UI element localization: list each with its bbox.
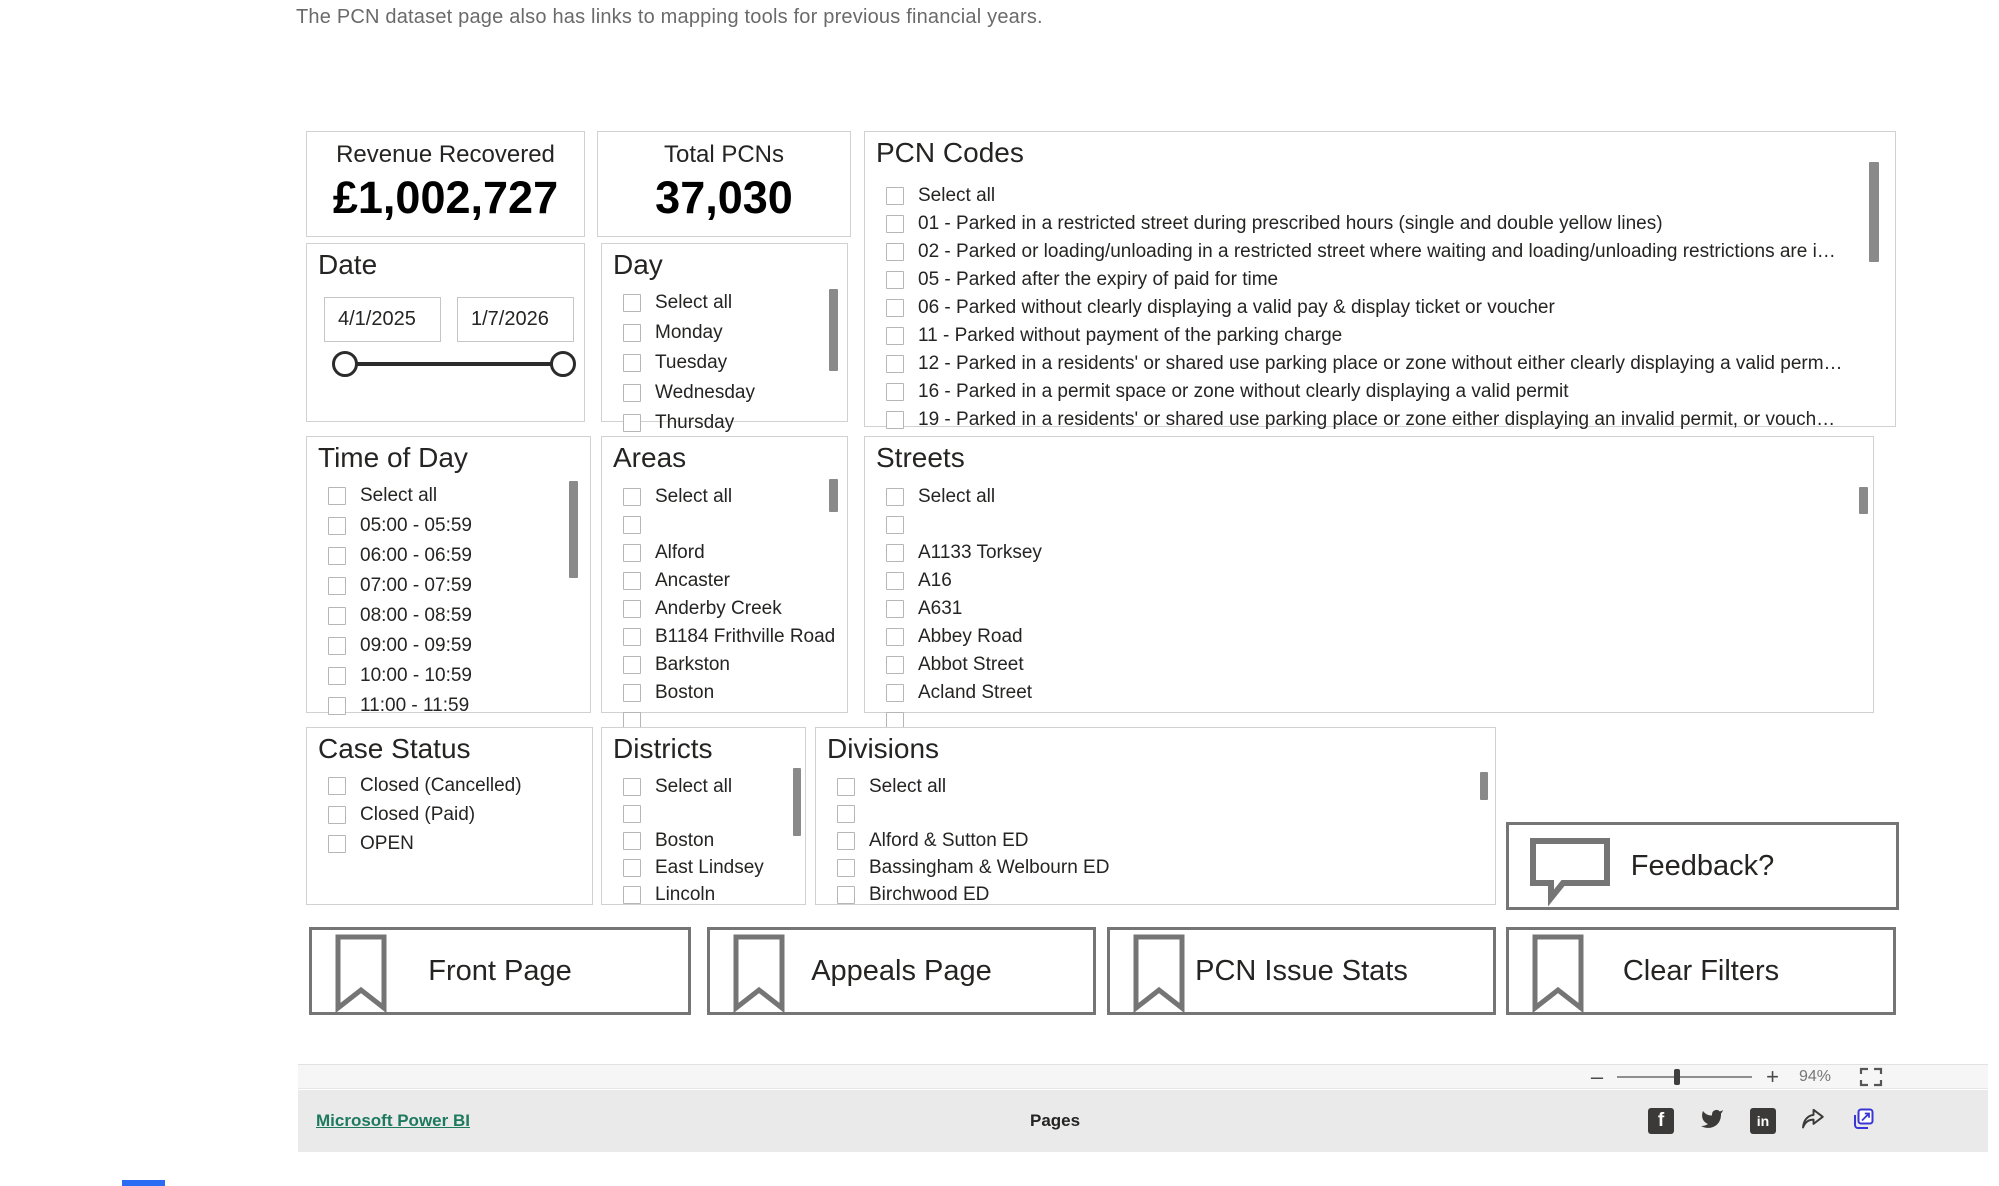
checkbox-item[interactable] bbox=[602, 854, 805, 881]
checkbox-item[interactable] bbox=[602, 679, 847, 707]
slicer-divisions bbox=[815, 727, 1496, 905]
checkbox-label: Boston bbox=[655, 682, 715, 703]
checkbox[interactable] bbox=[623, 488, 641, 506]
checkbox[interactable] bbox=[623, 354, 641, 372]
checkbox-item[interactable] bbox=[307, 481, 590, 511]
checkbox[interactable] bbox=[623, 805, 641, 823]
divisions-list bbox=[816, 773, 1495, 904]
checkbox-label: Select all bbox=[869, 775, 947, 797]
date-slider-handle-end[interactable] bbox=[550, 351, 576, 377]
front-page-button[interactable] bbox=[309, 927, 691, 1015]
checkbox[interactable] bbox=[886, 684, 904, 702]
slicer-pcn-codes bbox=[864, 131, 1896, 430]
checkbox[interactable] bbox=[886, 187, 904, 205]
checkbox[interactable] bbox=[886, 215, 904, 233]
slicer-title: Case Status bbox=[318, 733, 471, 764]
revenue-recovered-card bbox=[306, 131, 585, 237]
checkbox[interactable] bbox=[886, 656, 904, 674]
checkbox-item[interactable] bbox=[602, 773, 805, 800]
scrollbar-thumb[interactable] bbox=[569, 481, 578, 578]
pcn-issue-stats-button[interactable] bbox=[1107, 927, 1496, 1015]
button-label: Feedback? bbox=[1630, 849, 1775, 882]
checkbox[interactable] bbox=[328, 607, 346, 625]
checkbox[interactable] bbox=[886, 600, 904, 618]
checkbox-label: 11:00 - 11:59 bbox=[360, 695, 470, 716]
checkbox[interactable] bbox=[328, 667, 346, 685]
date-end-input[interactable] bbox=[457, 297, 574, 342]
checkbox-item[interactable] bbox=[307, 691, 590, 721]
checkbox-label: 06:00 - 06:59 bbox=[360, 545, 472, 566]
checkbox-item[interactable] bbox=[865, 651, 1873, 679]
checkbox-item[interactable] bbox=[602, 567, 847, 595]
checkbox[interactable] bbox=[623, 628, 641, 646]
date-slider-track[interactable] bbox=[345, 362, 563, 366]
slicer-title: Streets bbox=[876, 442, 965, 473]
checkbox-item[interactable] bbox=[307, 661, 590, 691]
revenue-value: £1,002,727 bbox=[332, 172, 559, 223]
checkbox[interactable] bbox=[886, 383, 904, 401]
checkbox-item[interactable] bbox=[865, 294, 1895, 322]
bottom-left-blue-artifact bbox=[122, 1180, 165, 1186]
date-start-input[interactable] bbox=[324, 297, 441, 342]
checkbox-item[interactable] bbox=[816, 773, 1495, 800]
checkbox-label: Abbot Street bbox=[918, 654, 1024, 675]
checkbox-label: Anderby Creek bbox=[655, 598, 782, 619]
checkbox[interactable] bbox=[623, 778, 641, 796]
checkbox[interactable] bbox=[886, 243, 904, 261]
slicer-streets bbox=[864, 436, 1874, 713]
checkbox[interactable] bbox=[837, 778, 855, 796]
checkbox-label: Ancaster bbox=[655, 570, 730, 591]
checkbox-item[interactable] bbox=[865, 406, 1895, 434]
scrollbar-thumb[interactable] bbox=[1869, 162, 1879, 262]
checkbox[interactable] bbox=[623, 656, 641, 674]
checkbox[interactable] bbox=[623, 684, 641, 702]
checkbox-label: Wednesday bbox=[655, 382, 755, 403]
checkbox-label: A1133 Torksey bbox=[918, 542, 1042, 563]
checkbox-label: Bassingham & Welbourn ED bbox=[869, 856, 1110, 878]
slicer-areas bbox=[601, 436, 848, 713]
pcn-codes-list bbox=[865, 182, 1895, 430]
button-label: PCN Issue Stats bbox=[1195, 954, 1408, 987]
checkbox[interactable] bbox=[886, 628, 904, 646]
checkbox-label: 09:00 - 09:59 bbox=[360, 635, 472, 656]
slicer-day bbox=[601, 243, 848, 433]
checkbox-item[interactable] bbox=[865, 378, 1895, 406]
checkbox-label: Alford bbox=[655, 542, 705, 563]
share-icon[interactable] bbox=[1800, 1106, 1826, 1137]
checkbox-label: 05 - Parked after the expiry of paid for time bbox=[918, 269, 1279, 290]
checkbox-label: Monday bbox=[655, 322, 723, 343]
checkbox-item[interactable] bbox=[865, 567, 1873, 595]
checkbox-label: Closed (Cancelled) bbox=[360, 774, 522, 796]
checkbox[interactable] bbox=[328, 547, 346, 565]
checkbox[interactable] bbox=[328, 517, 346, 535]
checkbox[interactable] bbox=[886, 327, 904, 345]
bookmark-icon bbox=[334, 934, 388, 1017]
button-label: Appeals Page bbox=[811, 954, 992, 987]
speech-bubble-icon bbox=[1529, 837, 1611, 906]
slicer-title: Areas bbox=[613, 442, 687, 473]
case-status-list bbox=[307, 771, 592, 904]
scrollbar-thumb[interactable] bbox=[829, 289, 838, 371]
checkbox[interactable] bbox=[623, 384, 641, 402]
checkbox-item[interactable] bbox=[602, 318, 847, 348]
date-slider-handle-start[interactable] bbox=[332, 351, 358, 377]
checkbox-label: 08:00 - 08:59 bbox=[360, 605, 472, 626]
social-icons bbox=[1648, 1090, 1876, 1152]
checkbox-item[interactable] bbox=[865, 511, 1873, 539]
bookmark-icon bbox=[732, 934, 786, 1017]
checkbox[interactable] bbox=[623, 324, 641, 342]
checkbox-item[interactable] bbox=[816, 827, 1495, 854]
checkbox-label: 11 - Parked without payment of the parking charge bbox=[918, 325, 1343, 346]
checkbox-item[interactable] bbox=[865, 322, 1895, 350]
checkbox-label: 16 - Parked in a permit space or zone without clearly displaying a valid permit bbox=[918, 381, 1569, 402]
checkbox-label: 19 - Parked in a residents' or shared use parking place or zone either displaying an invalid permit, or vouch… bbox=[918, 409, 1836, 430]
zoom-slider-thumb[interactable] bbox=[1674, 1069, 1680, 1085]
checkbox-item[interactable] bbox=[602, 408, 847, 438]
checkbox[interactable] bbox=[886, 488, 904, 506]
slicer-title: Date bbox=[318, 249, 378, 280]
checkbox[interactable] bbox=[623, 832, 641, 850]
appeals-page-button[interactable] bbox=[707, 927, 1096, 1015]
clear-filters-button[interactable] bbox=[1506, 927, 1896, 1015]
zoom-level: 94% bbox=[1798, 1067, 1831, 1085]
checkbox-item[interactable] bbox=[602, 288, 847, 318]
checkbox[interactable] bbox=[328, 487, 346, 505]
slicer-title: Divisions bbox=[827, 733, 940, 764]
checkbox-label: Select all bbox=[655, 292, 733, 313]
checkbox[interactable] bbox=[837, 886, 855, 904]
slicer-title: Districts bbox=[613, 733, 713, 764]
slicer-districts bbox=[601, 727, 806, 905]
checkbox-item[interactable] bbox=[865, 539, 1873, 567]
checkbox-label: Boston bbox=[655, 829, 715, 851]
slicer-date bbox=[306, 243, 585, 422]
slicer-title: Time of Day bbox=[318, 442, 468, 473]
checkbox[interactable] bbox=[886, 544, 904, 562]
bookmark-icon bbox=[1531, 934, 1585, 1017]
checkbox-item[interactable] bbox=[602, 539, 847, 567]
checkbox[interactable] bbox=[328, 637, 346, 655]
checkbox[interactable] bbox=[623, 414, 641, 432]
powerbi-footer bbox=[298, 1090, 1988, 1152]
checkbox-item[interactable] bbox=[865, 679, 1873, 707]
districts-list bbox=[602, 773, 805, 904]
zoom-out-button[interactable]: – bbox=[1590, 1063, 1604, 1089]
checkbox-item[interactable] bbox=[816, 800, 1495, 827]
total-pcns-card bbox=[597, 131, 851, 237]
checkbox[interactable] bbox=[886, 271, 904, 289]
linkedin-icon[interactable]: in bbox=[1750, 1108, 1776, 1134]
checkbox-item[interactable] bbox=[307, 541, 590, 571]
checkbox-item[interactable] bbox=[602, 881, 805, 908]
checkbox-item[interactable] bbox=[865, 623, 1873, 651]
checkbox-item[interactable] bbox=[602, 511, 847, 539]
checkbox-item[interactable] bbox=[602, 595, 847, 623]
day-list bbox=[602, 288, 847, 433]
checkbox-item[interactable] bbox=[602, 827, 805, 854]
checkbox-item[interactable] bbox=[865, 266, 1895, 294]
checkbox-item[interactable] bbox=[602, 800, 805, 827]
checkbox-label: Abbey Road bbox=[918, 626, 1023, 647]
checkbox-label: Select all bbox=[918, 486, 996, 507]
checkbox[interactable] bbox=[623, 516, 641, 534]
checkbox-label: OPEN bbox=[360, 832, 414, 854]
checkbox[interactable] bbox=[328, 777, 346, 795]
zoom-bar bbox=[298, 1064, 1988, 1089]
checkbox-item[interactable] bbox=[865, 595, 1873, 623]
checkbox-label: Select all bbox=[918, 185, 996, 206]
bookmark-icon bbox=[1132, 934, 1186, 1017]
slicer-title: Day bbox=[613, 249, 663, 280]
checkbox-item[interactable] bbox=[602, 651, 847, 679]
checkbox-label: Tuesday bbox=[655, 352, 728, 373]
slicer-case-status bbox=[306, 727, 593, 905]
checkbox-item[interactable] bbox=[816, 854, 1495, 881]
checkbox-label: A631 bbox=[918, 598, 963, 619]
card-title: Revenue Recovered bbox=[336, 141, 555, 168]
checkbox[interactable] bbox=[623, 294, 641, 312]
checkbox-label: Alford & Sutton ED bbox=[869, 829, 1029, 851]
checkbox-label: B1184 Frithville Road bbox=[655, 626, 836, 647]
microsoft-powerbi-link[interactable]: Microsoft Power BI bbox=[316, 1111, 470, 1130]
checkbox-label: Select all bbox=[360, 485, 438, 506]
open-in-powerbi-icon[interactable] bbox=[1850, 1106, 1876, 1137]
checkbox[interactable] bbox=[886, 411, 904, 429]
checkbox-item[interactable] bbox=[602, 378, 847, 408]
checkbox-item[interactable] bbox=[816, 881, 1495, 908]
checkbox-item[interactable] bbox=[307, 511, 590, 541]
intro-text: The PCN dataset page also has links to mapping tools for previous financial years. bbox=[296, 6, 1043, 28]
checkbox-item[interactable] bbox=[307, 829, 592, 858]
areas-list bbox=[602, 483, 847, 712]
checkbox-label: Closed (Paid) bbox=[360, 803, 476, 825]
total-pcns-value: 37,030 bbox=[655, 172, 793, 223]
checkbox[interactable] bbox=[837, 832, 855, 850]
checkbox[interactable] bbox=[623, 859, 641, 877]
card-title: Total PCNs bbox=[663, 141, 785, 168]
checkbox[interactable] bbox=[623, 572, 641, 590]
checkbox[interactable] bbox=[623, 886, 641, 904]
pages-label[interactable]: Pages bbox=[1030, 1111, 1081, 1130]
checkbox-item[interactable] bbox=[307, 571, 590, 601]
checkbox-item[interactable] bbox=[865, 210, 1895, 238]
facebook-icon[interactable]: f bbox=[1648, 1108, 1674, 1134]
checkbox[interactable] bbox=[837, 859, 855, 877]
checkbox-label: 02 - Parked or loading/unloading in a restricted street where waiting and loading/unloading restrictions are i… bbox=[918, 241, 1836, 262]
slicer-time-of-day bbox=[306, 436, 591, 716]
checkbox-label: Barkston bbox=[655, 654, 730, 675]
twitter-icon[interactable] bbox=[1698, 1107, 1726, 1136]
zoom-in-button[interactable]: + bbox=[1766, 1063, 1779, 1089]
time-of-day-list bbox=[307, 481, 590, 716]
checkbox-item[interactable] bbox=[865, 182, 1895, 210]
checkbox-label: Select all bbox=[655, 775, 733, 797]
checkbox-label: 01 - Parked in a restricted street during prescribed hours (single and double yellow lines) bbox=[918, 213, 1663, 234]
checkbox[interactable] bbox=[886, 516, 904, 534]
checkbox-item[interactable] bbox=[865, 350, 1895, 378]
checkbox[interactable] bbox=[328, 835, 346, 853]
checkbox-label: Lincoln bbox=[655, 883, 716, 905]
zoom-slider[interactable] bbox=[1617, 1076, 1752, 1078]
checkbox[interactable] bbox=[886, 572, 904, 590]
checkbox-label: 12 - Parked in a residents' or shared use parking place or zone without either clearly displaying a valid perm… bbox=[918, 353, 1843, 374]
checkbox-label: East Lindsey bbox=[655, 856, 764, 878]
checkbox-label: Birchwood ED bbox=[869, 883, 990, 905]
checkbox-label: 06 - Parked without clearly displaying a valid pay & display ticket or voucher bbox=[918, 297, 1555, 318]
checkbox[interactable] bbox=[886, 299, 904, 317]
checkbox-label: Acland Street bbox=[918, 682, 1033, 703]
checkbox-label: 05:00 - 05:59 bbox=[360, 515, 472, 536]
checkbox-item[interactable] bbox=[307, 800, 592, 829]
checkbox[interactable] bbox=[837, 805, 855, 823]
checkbox-label: 10:00 - 10:59 bbox=[360, 665, 472, 686]
button-label: Front Page bbox=[428, 954, 572, 987]
feedback-button[interactable] bbox=[1506, 822, 1899, 910]
scrollbar-thumb[interactable] bbox=[1859, 487, 1868, 514]
checkbox-item[interactable] bbox=[307, 601, 590, 631]
scrollbar-thumb[interactable] bbox=[1480, 772, 1488, 800]
checkbox[interactable] bbox=[623, 600, 641, 618]
button-label: Clear Filters bbox=[1622, 954, 1780, 987]
checkbox-item[interactable] bbox=[602, 483, 847, 511]
checkbox[interactable] bbox=[328, 806, 346, 824]
checkbox-label: Select all bbox=[655, 486, 733, 507]
checkbox-item[interactable] bbox=[602, 348, 847, 378]
checkbox[interactable] bbox=[886, 355, 904, 373]
checkbox[interactable] bbox=[328, 697, 346, 715]
streets-list bbox=[865, 483, 1873, 712]
checkbox-item[interactable] bbox=[307, 771, 592, 800]
checkbox-label: 07:00 - 07:59 bbox=[360, 575, 472, 596]
checkbox-item[interactable] bbox=[307, 631, 590, 661]
checkbox[interactable] bbox=[623, 544, 641, 562]
checkbox-label: Thursday bbox=[655, 412, 735, 433]
scrollbar-thumb[interactable] bbox=[793, 768, 801, 836]
scrollbar-thumb[interactable] bbox=[829, 479, 838, 512]
checkbox-label: A16 bbox=[918, 570, 952, 591]
checkbox-item[interactable] bbox=[865, 483, 1873, 511]
checkbox[interactable] bbox=[328, 577, 346, 595]
checkbox-item[interactable] bbox=[865, 238, 1895, 266]
slicer-title: PCN Codes bbox=[876, 137, 1024, 168]
checkbox-item[interactable] bbox=[602, 623, 847, 651]
fullscreen-icon[interactable] bbox=[1859, 1067, 1883, 1087]
